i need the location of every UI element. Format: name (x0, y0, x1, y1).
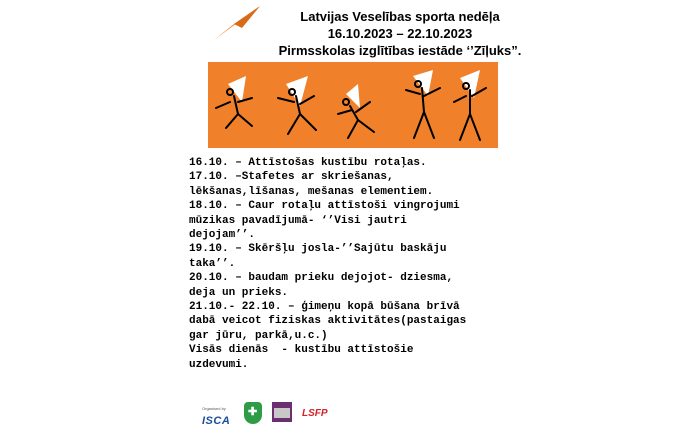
schedule-line: gar jūru, parkā,u.c.) (189, 329, 328, 342)
isca-logo (202, 406, 234, 429)
isca-tagline: Organised by (202, 406, 226, 411)
schedule-line: dabā veicot fiziskas aktivitātes(pastaigas (189, 315, 467, 328)
lsfp-logo: LSFP (302, 408, 328, 419)
event-title: Latvijas Veselības sporta nedēļa (300, 9, 500, 24)
schedule-line: 17.10. –Stafetes ar skriešanas, (189, 171, 394, 184)
event-dates: 16.10.2023 – 22.10.2023 (327, 26, 473, 41)
activity-schedule (189, 156, 489, 372)
schedule-line: mūzikas pavadījumā- ‘’Visi jautri (189, 214, 407, 227)
schedule-line: uzdevumi. (189, 358, 249, 371)
footer-logos (200, 402, 340, 428)
page-header (250, 8, 550, 59)
schedule-line: Visās dienās - kustību attīstošie (189, 344, 414, 357)
school-name: Pirmsskolas izglītības iestāde ‘’Zīļuks”. (278, 43, 522, 58)
schedule-line: 20.10. – baudam prieku dejojot- dziesma, (189, 272, 454, 285)
schedule-line: 21.10.- 22.10. – ģimeņu kopā būšana brīvā (189, 301, 460, 314)
schedule-line: dejojam’’. (189, 229, 256, 242)
schedule-line: 16.10. – Attīstošas kustību rotaļas. (189, 157, 427, 169)
schedule-line: 19.10. – Skēršļu josla-’’Sajūtu baskāju (189, 243, 447, 256)
schedule-line: lēkšanas,līšanas, mešanas elementiem. (189, 185, 434, 198)
crest-logo-icon (272, 402, 292, 426)
schedule-line: 18.10. – Caur rotaļu attīstoši vingrojumi (189, 200, 460, 213)
dancing-figures-banner-icon (208, 62, 498, 148)
schedule-line: deja un prieks. (189, 286, 289, 299)
isca-wordmark: ISCA (202, 415, 231, 427)
green-club-logo-icon: ✚ (244, 402, 262, 424)
schedule-line: taka’’. (189, 257, 236, 270)
